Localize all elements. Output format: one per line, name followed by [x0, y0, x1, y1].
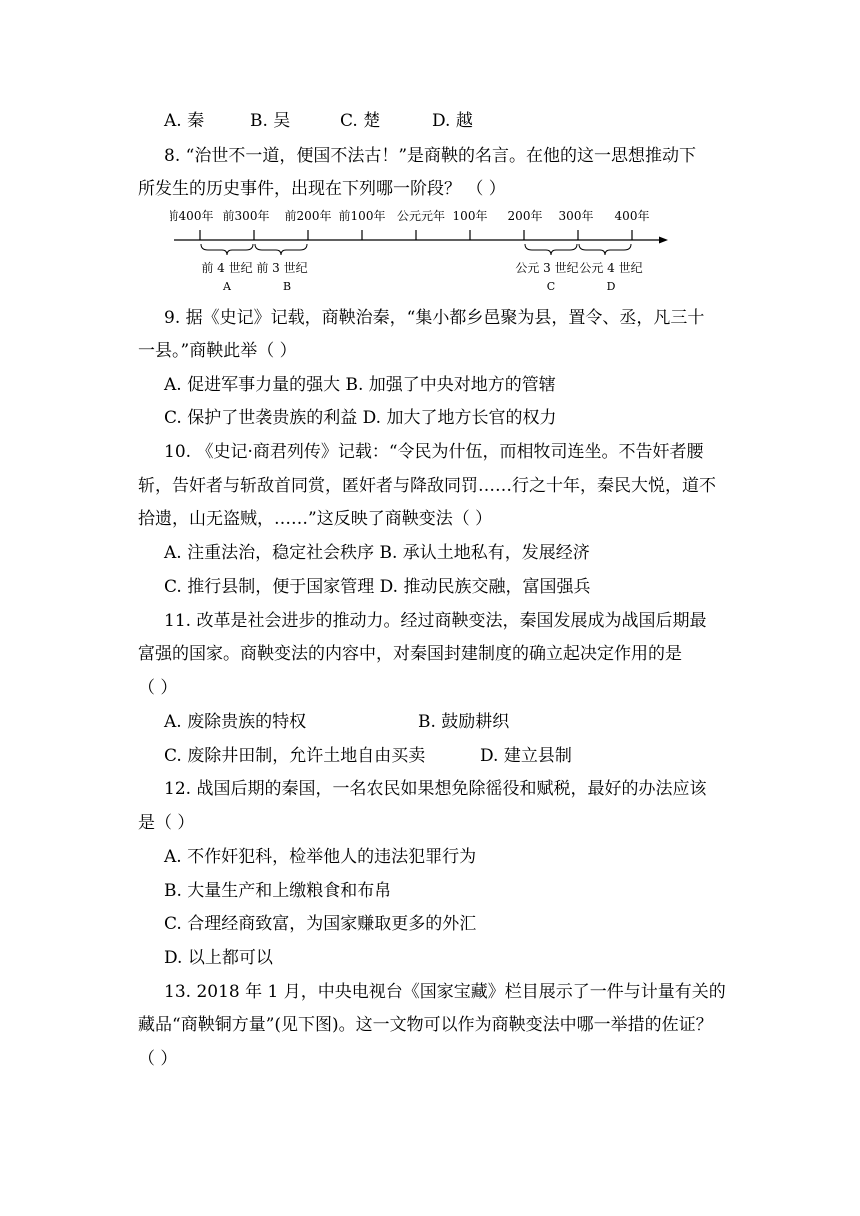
- q9-stem-line1: 9. 据《史记》记载，商鞅治秦，“集小都乡邑聚为县，置令、丞，凡三十: [164, 308, 705, 328]
- q12-stem-line2: 是（ ）: [138, 813, 195, 833]
- timeline-svg: [170, 202, 680, 294]
- q7-option-c: C. 楚: [340, 111, 381, 131]
- q11-stem-line1: 11. 改革是社会进步的推动力。经过商鞅变法，秦国发展成为战国后期最: [164, 611, 707, 631]
- q11-option-a: A. 废除贵族的特权: [164, 712, 307, 732]
- tick-label-ad300: 300年: [558, 209, 594, 223]
- q10-options-line2: C. 推行县制，便于国家管理 D. 推动民族交融，富国强兵: [164, 577, 591, 597]
- segment-letter-d: D: [606, 280, 616, 293]
- timeline-braces: [201, 244, 631, 255]
- q13-stem-line2: 藏品“商鞅铜方量”(见下图)。这一文物可以作为商鞅变法中哪一举措的佐证？: [138, 1015, 713, 1035]
- segment-label-a: 前 4 世纪: [201, 261, 253, 275]
- q10-stem-line3: 拾遗，山无盗贼，……”这反映了商鞅变法（ ）: [138, 509, 493, 529]
- segment-label-b: 前 3 世纪: [256, 261, 308, 275]
- tick-label-ad400: 400年: [614, 209, 650, 223]
- q8-stem-line1: 8. “治世不一道，便国不法古！”是商鞅的名言。在他的这一思想推动下: [164, 146, 697, 166]
- q10-options-line1: A. 注重法治，稳定社会秩序 B. 承认土地私有，发展经济: [164, 543, 590, 563]
- tick-label-bc100: 前100年: [338, 209, 386, 223]
- q10-stem-line1: 10. 《史记·商君列传》记载：“令民为什伍，而相牧司连坐。不告奸者腰: [164, 442, 704, 462]
- q13-stem-line1: 13. 2018 年 1 月，中央电视台《国家宝藏》栏目展示了一件与计量有关的: [164, 982, 726, 1002]
- tick-label-ad200: 200年: [507, 209, 543, 223]
- q7-option-a: A. 秦: [164, 111, 205, 131]
- q12-option-c: C. 合理经商致富，为国家赚取更多的外汇: [164, 914, 477, 934]
- q7-option-b: B. 吴: [250, 111, 291, 131]
- segment-label-d: 公元 4 世纪: [579, 261, 643, 275]
- segment-letter-c: C: [546, 280, 556, 293]
- q12-stem-line1: 12. 战国后期的秦国，一名农民如果想免除徭役和赋税，最好的办法应该: [164, 779, 707, 799]
- q12-option-a: A. 不作奸犯科，检举他人的违法犯罪行为: [164, 847, 477, 867]
- segment-label-c: 公元 3 世纪: [515, 261, 579, 275]
- tick-label-ad1: 公元元年: [396, 209, 446, 223]
- q11-option-d: D. 建立县制: [480, 746, 572, 766]
- q11-option-b: B. 鼓励耕织: [418, 712, 510, 732]
- q13-stem-line3: （ ）: [138, 1049, 178, 1069]
- q8-stem-line2: 所发生的历史事件，出现在下列哪一阶段？ （ ）: [138, 179, 506, 199]
- q9-stem-line2: 一县。”商鞅此举（ ）: [138, 341, 297, 361]
- q11-stem-line3: （ ）: [138, 678, 178, 698]
- tick-label-bc300: 前300年: [222, 209, 270, 223]
- q12-option-b: B. 大量生产和上缴粮食和布帛: [164, 881, 392, 901]
- q12-option-d: D. 以上都可以: [164, 948, 273, 968]
- segment-letter-a: A: [223, 280, 231, 293]
- q11-option-c: C. 废除井田制，允许土地自由买卖: [164, 746, 426, 766]
- q9-options-line1: A. 促进军事力量的强大 B. 加强了中央对地方的管辖: [164, 375, 556, 395]
- tick-label-bc400: 前400年: [170, 209, 214, 223]
- q9-options-line2: C. 保护了世袭贵族的利益 D. 加大了地方长官的权力: [164, 408, 557, 428]
- timeline-arrowhead: [659, 237, 668, 244]
- q10-stem-line2: 斩，告奸者与斩敌首同赏，匿奸者与降敌同罚……行之十年，秦民大悦，道不: [138, 476, 716, 496]
- q11-stem-line2: 富强的国家。商鞅变法的内容中，对秦国封建制度的确立起决定作用的是: [138, 644, 682, 664]
- tick-label-ad100: 100年: [452, 209, 488, 223]
- timeline-tick-marks: [200, 230, 632, 240]
- segment-letter-b: B: [282, 280, 292, 293]
- q8-timeline-figure: [170, 202, 680, 294]
- q7-option-d: D. 越: [432, 111, 473, 131]
- tick-label-bc200: 前200年: [284, 209, 332, 223]
